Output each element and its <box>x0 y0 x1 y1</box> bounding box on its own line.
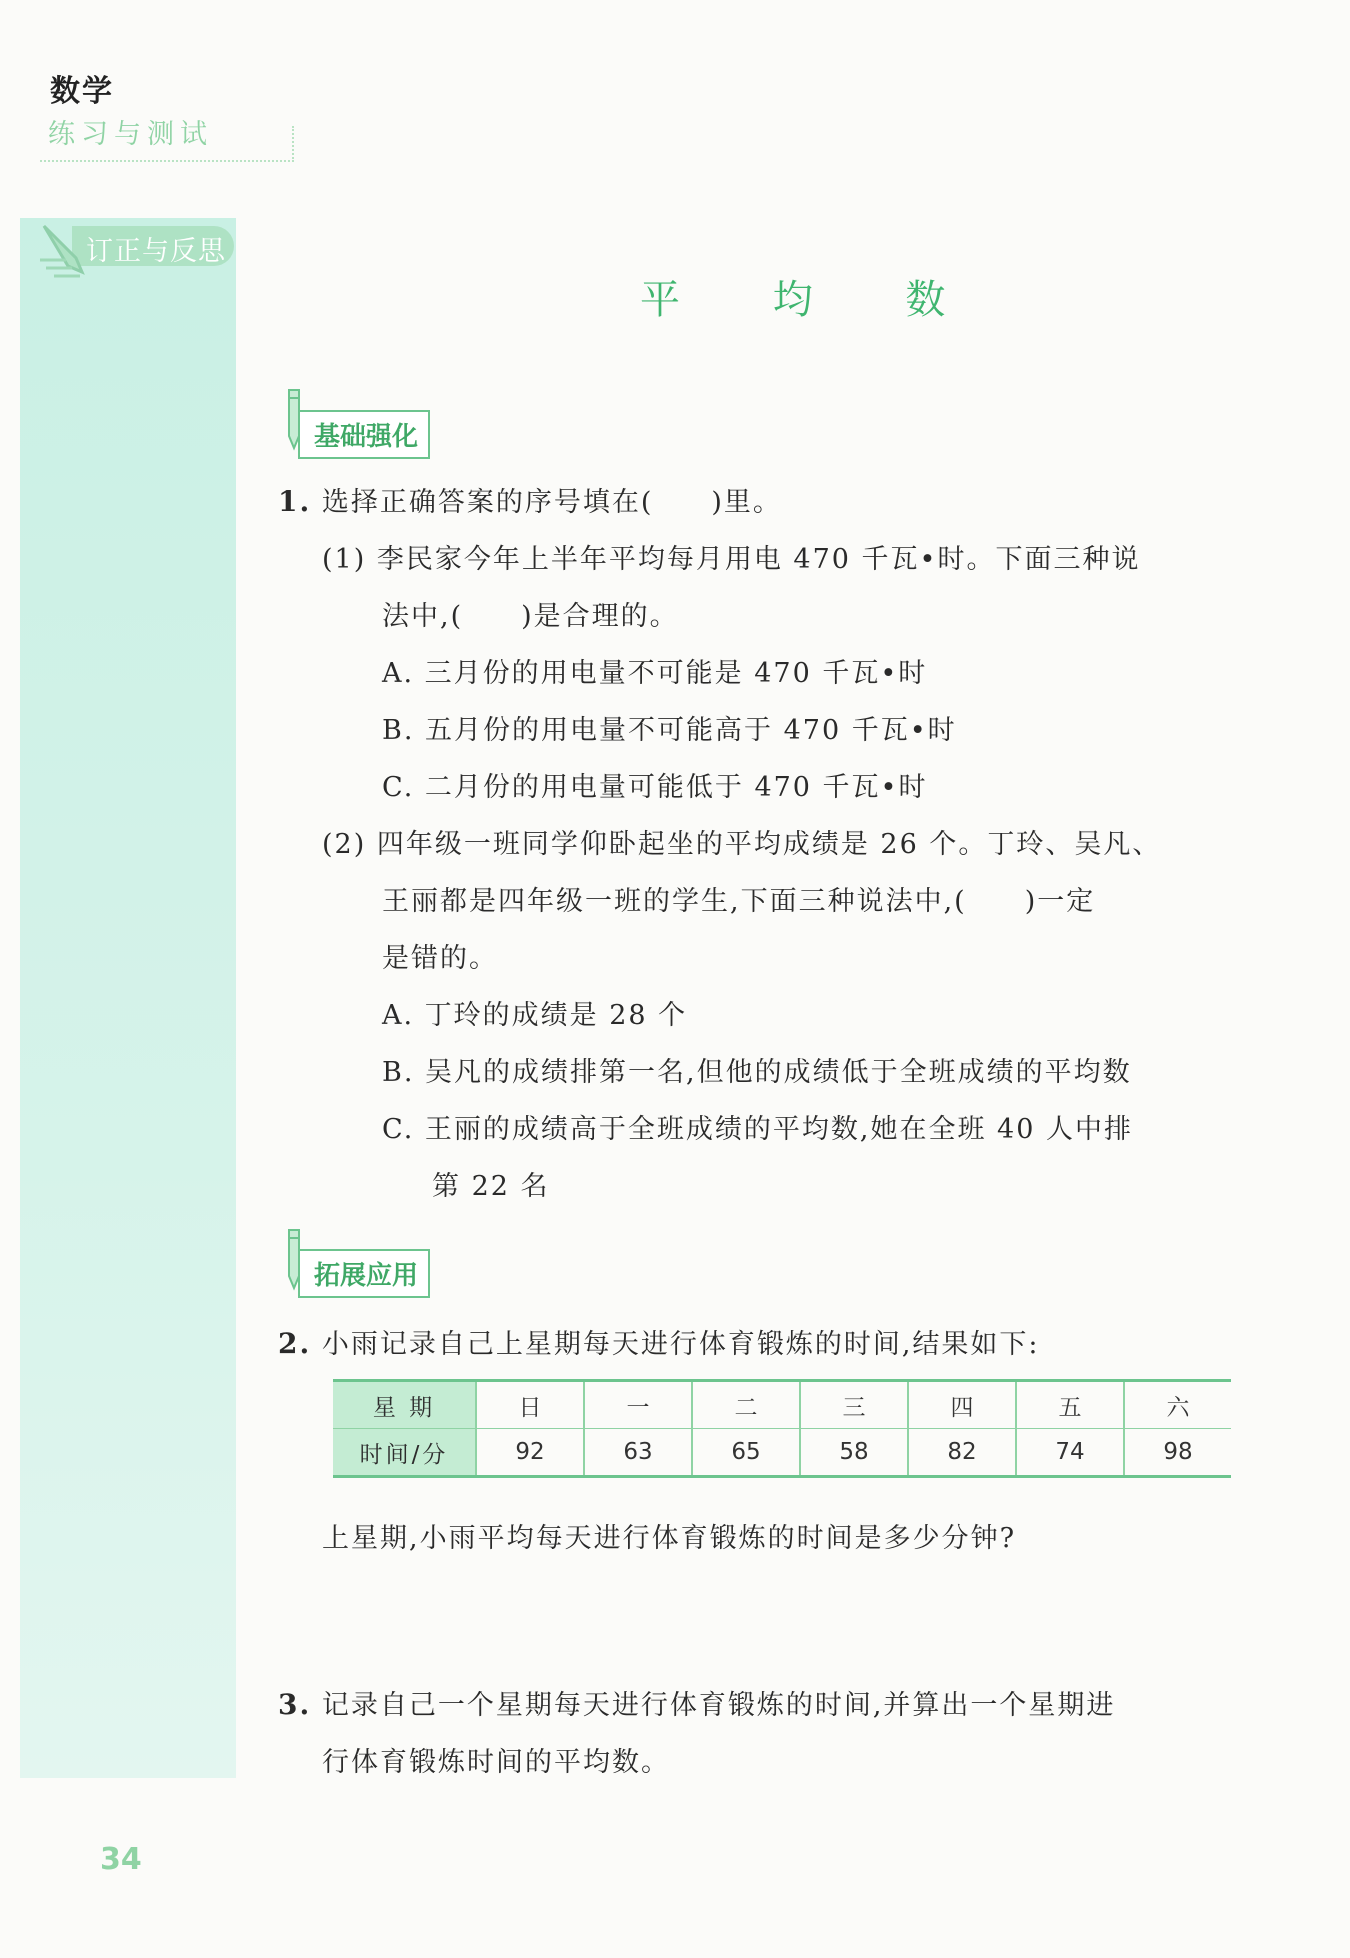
sidebar-tag-label: 订正与反思 <box>86 236 226 267</box>
answer-area[interactable] <box>322 1570 1222 1670</box>
question-1-2-line-2: 王丽都是四年级一班的学生,下面三种说法中,( )一定 <box>382 886 1096 917</box>
table-row <box>333 1381 1231 1429</box>
question-1-2-line-1: (2) 四年级一班同学仰卧起坐的平均成绩是 26 个。丁玲、吴凡、 <box>322 829 1162 860</box>
section-label-extend: 拓展应用 <box>298 1249 430 1298</box>
subject-title: 数学 <box>50 74 114 109</box>
table-cell: 日 <box>476 1381 584 1429</box>
table-cell: 一 <box>584 1381 692 1429</box>
table-cell: 三 <box>800 1381 908 1429</box>
table-cell: 74 <box>1016 1429 1124 1477</box>
question-3-line-2: 行体育锻炼时间的平均数。 <box>322 1747 670 1778</box>
row-header-minutes: 时间/分 <box>333 1429 476 1477</box>
option-1-2-b: B. 吴凡的成绩排第一名,但他的成绩低于全班成绩的平均数 <box>382 1057 1132 1088</box>
page-number: 34 <box>100 1842 142 1877</box>
table-cell: 58 <box>800 1429 908 1477</box>
question-number: 2. <box>278 1327 312 1360</box>
table-cell: 六 <box>1124 1381 1231 1429</box>
option-1-2-c-cont: 第 22 名 <box>432 1171 550 1202</box>
option-1-1-b: B. 五月份的用电量不可能高于 470 千瓦•时 <box>382 715 957 746</box>
question-number: 3. <box>278 1688 312 1721</box>
question-1-1-line-1: (1) 李民家今年上半年平均每月用电 470 千瓦•时。下面三种说 <box>322 544 1141 575</box>
table-cell: 92 <box>476 1429 584 1477</box>
option-1-2-c: C. 王丽的成绩高于全班成绩的平均数,她在全班 40 人中排 <box>382 1114 1133 1145</box>
question-3-line-1: 3. 记录自己一个星期每天进行体育锻炼的时间,并算出一个星期进 <box>278 1688 1116 1721</box>
table-cell: 五 <box>1016 1381 1124 1429</box>
table-cell: 四 <box>908 1381 1016 1429</box>
table-cell: 98 <box>1124 1429 1231 1477</box>
table-cell: 65 <box>692 1429 800 1477</box>
table-cell: 63 <box>584 1429 692 1477</box>
table-row <box>333 1429 1231 1477</box>
question-2-prompt: 上星期,小雨平均每天进行体育锻炼的时间是多少分钟? <box>322 1523 1017 1554</box>
question-1-2-line-3: 是错的。 <box>382 943 498 974</box>
table-cell: 82 <box>908 1429 1016 1477</box>
question-1-stem: 1. 选择正确答案的序号填在( )里。 <box>278 485 782 518</box>
option-1-2-a: A. 丁玲的成绩是 28 个 <box>382 1000 688 1031</box>
page-title: 平 均 数 <box>640 277 986 323</box>
question-1-1-line-2: 法中,( )是合理的。 <box>382 601 679 632</box>
table-cell: 二 <box>692 1381 800 1429</box>
correction-sidebar <box>20 218 236 1778</box>
row-header-day: 星 期 <box>333 1381 476 1429</box>
option-1-1-c: C. 二月份的用电量可能低于 470 千瓦•时 <box>382 772 928 803</box>
book-title: 练习与测试 <box>48 119 213 150</box>
question-2-stem: 2. 小雨记录自己上星期每天进行体育锻炼的时间,结果如下: <box>278 1327 1040 1360</box>
section-label-basic: 基础强化 <box>298 410 430 459</box>
exercise-time-table <box>333 1379 1231 1478</box>
option-1-1-a: A. 三月份的用电量不可能是 470 千瓦•时 <box>382 658 928 689</box>
question-number: 1. <box>278 485 312 518</box>
